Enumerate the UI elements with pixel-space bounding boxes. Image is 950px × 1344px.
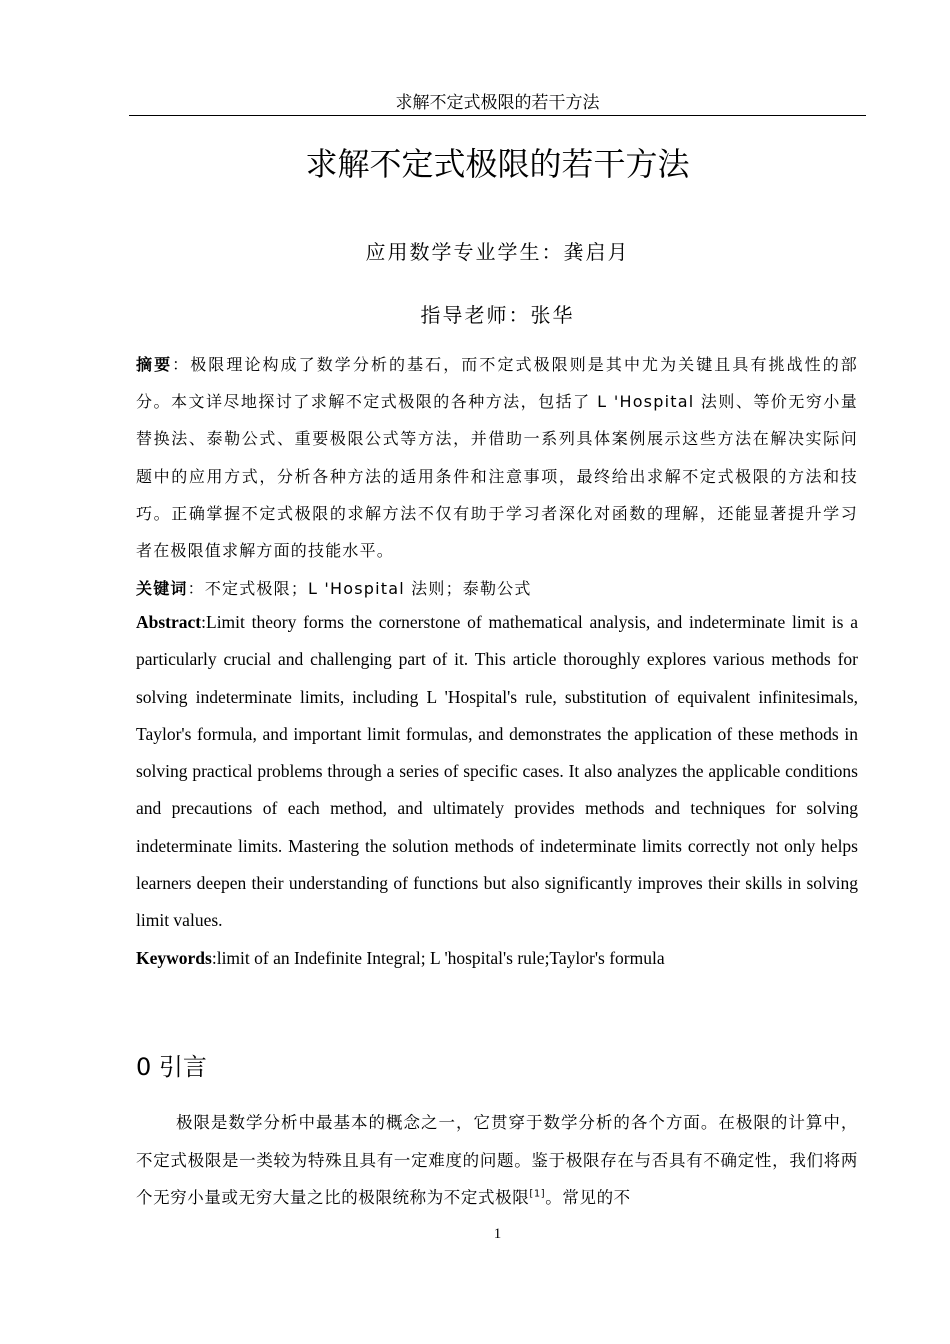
introduction-paragraph — [136, 1104, 858, 1217]
keywords-english — [136, 940, 858, 977]
keywords-cn-label: 关键词 — [136, 579, 188, 598]
page-number: 1 — [493, 1226, 502, 1242]
keywords-chinese — [136, 570, 858, 607]
abstract-cn-label: 摘要 — [136, 355, 173, 374]
keywords-en-label: Keywords — [136, 948, 212, 968]
abstract-en-separator: : — [201, 612, 206, 632]
advisor-line: 指导老师：张华 — [420, 303, 575, 327]
intro-text-continued: 。常见的不 — [545, 1188, 631, 1207]
abstract-en-label: Abstract — [136, 612, 202, 632]
keywords-en-text: limit of an Indefinite Integral; L 'hospital's rule;Taylor's formula — [216, 948, 665, 968]
citation-marker[interactable]: [1] — [529, 1188, 546, 1200]
keywords-en-separator: : — [211, 948, 217, 968]
intro-text: 极限是数学分析中最基本的概念之一，它贯穿于数学分析的各个方面。在极限的计算中，不定式极限是一类较为特殊且具有一定难度的问题。鉴于极限存在与否具有不确定性，我们将两个无穷小量或无穷大量之比的极限统称为不定式极限 — [136, 1113, 858, 1207]
running-header: 求解不定式极限的若干方法 — [395, 93, 600, 113]
section-heading-introduction: 0 引言 — [136, 1053, 207, 1081]
abstract-cn-text: 极限理论构成了数学分析的基石，而不定式极限则是其中尤为关键且具有挑战性的部分。本文详尽地探讨了求解不定式极限的各种方法，包括了 L 'Hospital 法则、等价无穷小量替换法、泰勒公式、重要极限公式等方法，并借助一系列具体案例展示这些方法在解决实际问题中的应用方式，分析各种方法的适用条件和注意事项，最终给出求解不定式极限的方法和技巧。正确掌握不定式极限的求解方法不仅有助于学习者深化对函数的理解，还能显著提升学习者在极限值求解方面的技能水平。 — [136, 355, 859, 561]
abstract-english — [136, 604, 858, 940]
keywords-cn-separator: ： — [187, 579, 205, 598]
page-title: 求解不定式极限的若干方法 — [305, 145, 690, 183]
header-rule — [129, 115, 866, 116]
keywords-cn-text: 不定式极限；L 'Hospital 法则；泰勒公式 — [204, 579, 532, 598]
abstract-en-text: Limit theory forms the cornerstone of mathematical analysis, and indeterminate limit is a particularly crucial and challenging part of it. This article thoroughly explores various methods for solving indeterminate limits, including L 'Hospital's rule, substitution of equivalent infinitesimals, Taylor's formula, and important limit formulas, and demonstrates the application of these methods in solving practical problems through a series of specific cases. It also analyzes the applicable conditions and precautions of each method, and ultimately provides methods and techniques for solving indeterminate limits. Mastering the solution methods of indeterminate limits correctly not only helps learners deepen their understanding of functions but also significantly improves their skills in solving limit values. — [136, 612, 858, 931]
abstract-cn-separator: ： — [172, 355, 191, 374]
abstract-chinese — [136, 346, 858, 569]
author-line: 应用数学专业学生：龚启月 — [365, 240, 630, 264]
